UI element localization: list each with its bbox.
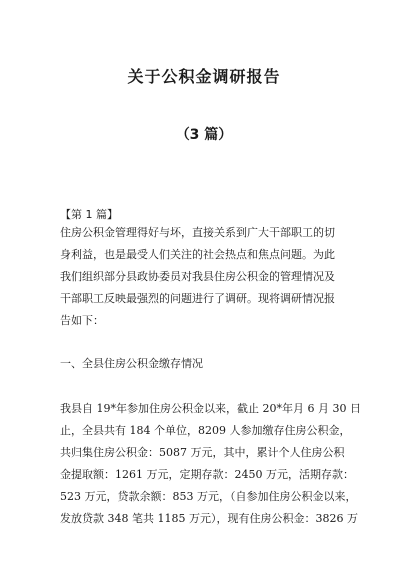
document-subtitle: （3 篇） [175, 127, 233, 143]
paragraph-line: 身利益，也是最受人们关注的社会热点和焦点问题。为此 [60, 248, 335, 261]
intro-paragraph [60, 222, 350, 332]
paragraph-line: 告如下： [60, 314, 104, 327]
paragraph-line: 我们组织部分县政协委员对我县住房公积金的管理情况及 [60, 270, 335, 283]
paragraph-line: 发放贷款 348 笔共 1185 万元），现有住房公积金：3826 万 [60, 512, 358, 525]
paragraph-line: 干部职工反映最强烈的问题进行了调研。现将调研情况报 [60, 292, 335, 305]
document-title: 关于公积金调研报告 [127, 67, 281, 86]
section-label: 【第 1 篇】 [60, 208, 118, 221]
paragraph-line: 金提取额：1261 万元，定期存款：2450 万元，活期存款： [60, 468, 354, 481]
body-paragraph [60, 398, 361, 530]
paragraph-line: 523 万元，贷款余额：853 万元，（自参加住房公积金以来， [60, 490, 357, 503]
paragraph-line: 住房公积金管理得好与坏，直接关系到广大干部职工的切 [60, 226, 335, 239]
paragraph-line: 我县自 19*年参加住房公积金以来，截止 20*年月 6 月 30 日 [60, 402, 361, 415]
paragraph-line: 止，全县共有 184 个单位，8209 人参加缴存住房公积金， [60, 424, 351, 437]
paragraph-line: 共归集住房公积金：5087 万元，其中，累计个人住房公积 [60, 446, 345, 459]
section-heading: 一、全县住房公积金缴存情况 [60, 357, 203, 370]
